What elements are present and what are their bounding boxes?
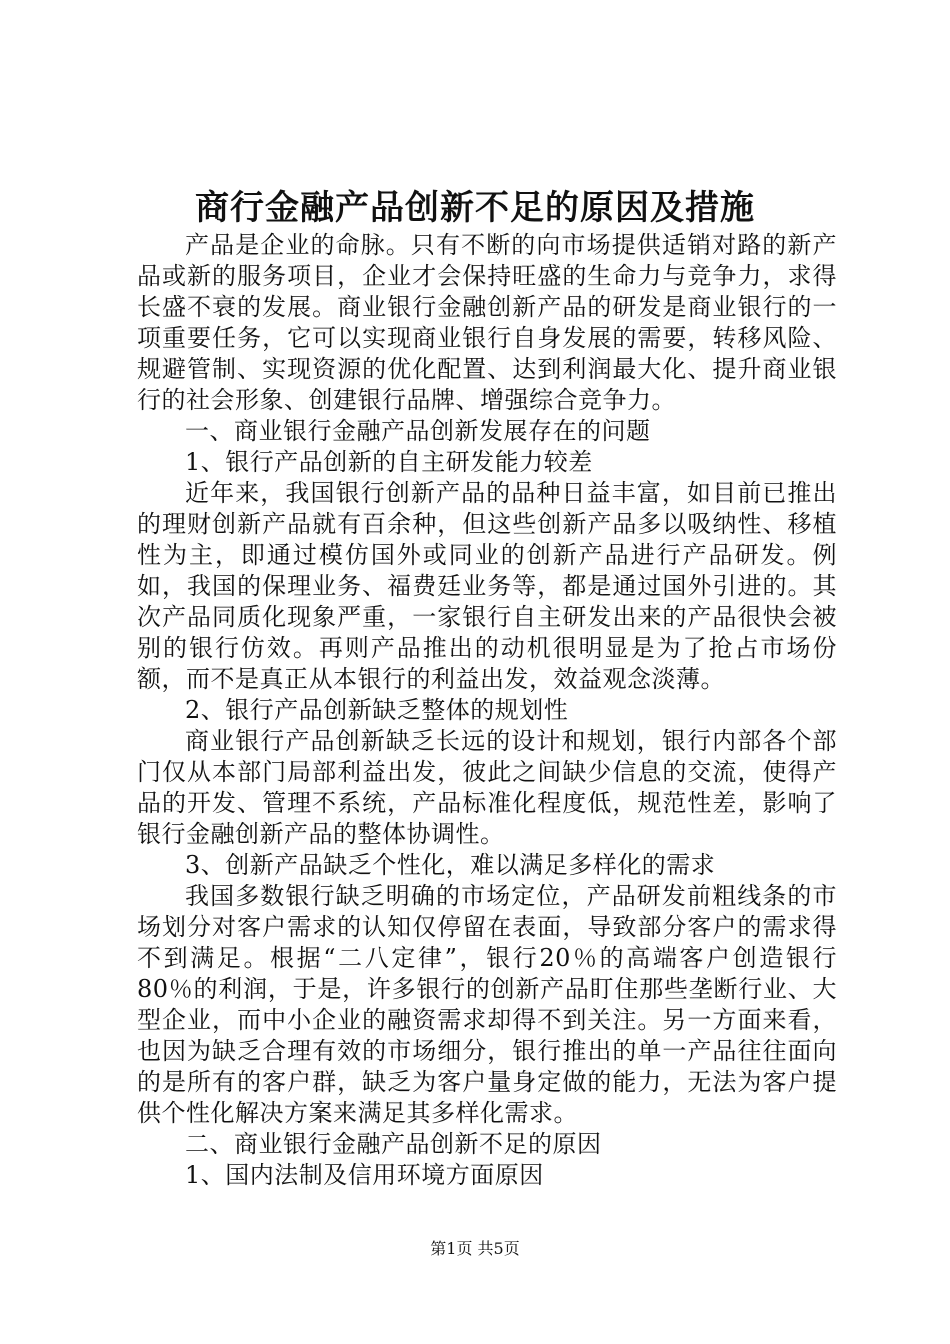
subheading-legal-credit: 1、国内法制及信用环境方面原因 (185, 1161, 544, 1189)
subheading-planning: 2、银行产品创新缺乏整体的规划性 (185, 696, 569, 724)
document-body (137, 230, 837, 1191)
section-heading-problems: 一、商业银行金融产品创新发展存在的问题 (185, 417, 651, 445)
subheading-personalization: 3、创新产品缺乏个性化，难以满足多样化的需求 (185, 851, 716, 879)
document-title: 商行金融产品创新不足的原因及措施 (195, 188, 755, 228)
paragraph-personalization: 我国多数银行缺乏明确的市场定位，产品研发前粗线条的市场划分对客户需求的认知仅停留在表面，导致部分客户的需求得不到满足。根据“二八定律”，银行20％的高端客户创造银行80％的利润，于是，许多银行的创新产品盯住那些垄断行业、大型企业，而中小企业的融资需求却得不到关注。另一方面来看，也因为缺乏合理有效的市场细分，银行推出的单一产品往往面向的是所有的客户群，缺乏为客户量身定做的能力，无法为客户提供个性化解决方案来满足其多样化需求。 (137, 882, 837, 1127)
paragraph-self-rd: 近年来，我国银行创新产品的品种日益丰富，如目前已推出的理财创新产品就有百余种，但这些创新产品多以吸纳性、移植性为主，即通过模仿国外或同业的创新产品进行产品研发。例如，我国的保理业务、福费廷业务等，都是通过国外引进的。其次产品同质化现象严重，一家银行自主研发出来的产品很快会被别的银行仿效。再则产品推出的动机很明显是为了抢占市场份额，而不是真正从本银行的利益出发，效益观念淡薄。 (137, 479, 837, 693)
section-heading-causes: 二、商业银行金融产品创新不足的原因 (185, 1130, 602, 1158)
subheading-self-rd: 1、银行产品创新的自主研发能力较差 (185, 448, 593, 476)
paragraph-intro: 产品是企业的命脉。只有不断的向市场提供适销对路的新产品或新的服务项目，企业才会保持旺盛的生命力与竞争力，求得长盛不衰的发展。商业银行金融创新产品的研发是商业银行的一项重要任务，它可以实现商业银行自身发展的需要，转移风险、规避管制、实现资源的优化配置、达到利润最大化、提升商业银行的社会形象、创建银行品牌、增强综合竞争力。 (137, 231, 837, 414)
page-footer: 第1页 共5页 (430, 1239, 520, 1258)
paragraph-planning: 商业银行产品创新缺乏长远的设计和规划，银行内部各个部门仅从本部门局部利益出发，彼此之间缺少信息的交流，使得产品的开发、管理不系统，产品标准化程度低，规范性差，影响了银行金融创新产品的整体协调性。 (137, 727, 837, 848)
